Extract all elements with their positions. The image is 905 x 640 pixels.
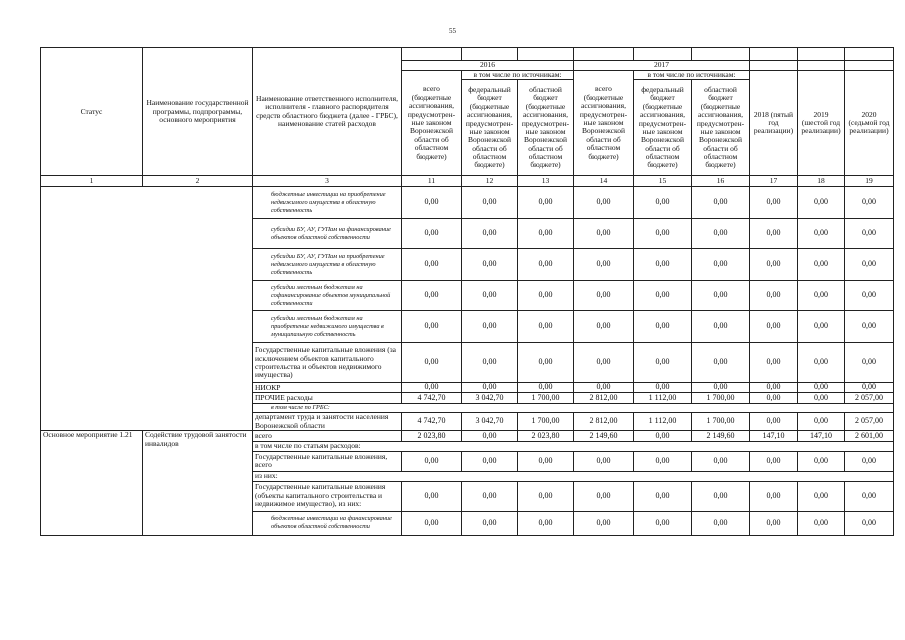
value-cell: 0,00 bbox=[518, 281, 574, 311]
value-cell: 3 042,70 bbox=[462, 413, 518, 431]
budget-table bbox=[40, 47, 894, 536]
value-cell: 2 149,60 bbox=[692, 431, 750, 442]
col-number: 12 bbox=[462, 176, 518, 187]
col-number: 2 bbox=[143, 176, 253, 187]
value-cell: 0,00 bbox=[634, 249, 692, 281]
row-label: в том числе по ГРБС: bbox=[253, 404, 894, 413]
value-cell: 1 700,00 bbox=[692, 413, 750, 431]
value-cell: 1 700,00 bbox=[518, 413, 574, 431]
row-label: ПРОЧИЕ расходы bbox=[253, 393, 402, 404]
value-cell: 0,00 bbox=[574, 511, 634, 535]
value-cell: 0,00 bbox=[574, 187, 634, 219]
row-label: субсидии местным бюджетам на приобретение недвижимого имущества в муниципальную собственность bbox=[253, 311, 402, 343]
measure-name: Содействие трудовой занятости инвалидов bbox=[143, 431, 253, 535]
value-cell: 0,00 bbox=[402, 383, 462, 393]
value-cell: 147,10 bbox=[750, 431, 798, 442]
value-cell: 2 023,80 bbox=[518, 431, 574, 442]
header-2019: 2019 (шестой год реализации) bbox=[798, 71, 845, 176]
col-number: 14 bbox=[574, 176, 634, 187]
table-row bbox=[41, 187, 894, 219]
value-cell: 0,00 bbox=[798, 219, 845, 249]
value-cell: 0,00 bbox=[518, 219, 574, 249]
row-label: бюджетные инвестиции на финансирование объектов областной собственности bbox=[253, 511, 402, 535]
value-cell: 0,00 bbox=[634, 383, 692, 393]
row-label: всего bbox=[253, 431, 402, 442]
col-number: 11 bbox=[402, 176, 462, 187]
row-label: Государственные капитальные вложения, всего bbox=[253, 451, 402, 471]
column-numbers-row bbox=[41, 176, 894, 187]
row-label: бюджетные инвестиции на приобретение недвижимого имущества в областную собственность bbox=[253, 187, 402, 219]
value-cell: 0,00 bbox=[634, 187, 692, 219]
value-cell: 0,00 bbox=[402, 511, 462, 535]
header-sources-2017: в том числе по источникам: bbox=[634, 71, 750, 80]
value-cell: 0,00 bbox=[518, 481, 574, 511]
value-cell: 0,00 bbox=[574, 481, 634, 511]
value-cell: 0,00 bbox=[634, 311, 692, 343]
value-cell: 0,00 bbox=[574, 383, 634, 393]
value-cell: 0,00 bbox=[518, 311, 574, 343]
value-cell: 0,00 bbox=[462, 281, 518, 311]
value-cell: 0,00 bbox=[574, 249, 634, 281]
value-cell: 0,00 bbox=[845, 451, 894, 471]
header-status: Статус bbox=[41, 48, 143, 176]
header-year-2016: 2016 bbox=[402, 61, 574, 71]
measure-status: Основное мероприятие 1.21 bbox=[41, 431, 143, 535]
value-cell: 2 057,00 bbox=[845, 413, 894, 431]
value-cell: 0,00 bbox=[845, 311, 894, 343]
value-cell: 0,00 bbox=[462, 511, 518, 535]
header-total-2017: всего (бюджетные ассигнования, предусмотрен-ные законом Воронежской области об областном бюджете) bbox=[574, 71, 634, 176]
value-cell: 0,00 bbox=[845, 219, 894, 249]
value-cell: 1 112,00 bbox=[634, 393, 692, 404]
value-cell: 0,00 bbox=[750, 413, 798, 431]
header-2020: 2020 (седьмой год реализации) bbox=[845, 71, 894, 176]
value-cell: 0,00 bbox=[518, 451, 574, 471]
value-cell: 0,00 bbox=[692, 451, 750, 471]
value-cell: 0,00 bbox=[574, 343, 634, 383]
header-federal-2016: федеральный бюджет (бюджетные ассигнования, предусмотрен-ные законом Воронежской области об областном бюджете) bbox=[462, 80, 518, 176]
value-cell: 0,00 bbox=[462, 343, 518, 383]
value-cell: 4 742,70 bbox=[402, 413, 462, 431]
value-cell: 0,00 bbox=[634, 481, 692, 511]
value-cell: 0,00 bbox=[402, 451, 462, 471]
value-cell: 0,00 bbox=[845, 343, 894, 383]
value-cell: 0,00 bbox=[798, 511, 845, 535]
value-cell: 0,00 bbox=[634, 219, 692, 249]
value-cell: 0,00 bbox=[402, 343, 462, 383]
header-regional-2016: областной бюджет (бюджетные ассигнования, предусмотрен-ные законом Воронежской области об областном бюджете) bbox=[518, 80, 574, 176]
row-label: в том числе по статьям расходов: bbox=[253, 442, 894, 451]
value-cell: 0,00 bbox=[750, 281, 798, 311]
value-cell: 0,00 bbox=[462, 431, 518, 442]
value-cell: 0,00 bbox=[692, 311, 750, 343]
header-sources-2016: в том числе по источникам: bbox=[462, 71, 574, 80]
value-cell: 0,00 bbox=[462, 311, 518, 343]
value-cell: 0,00 bbox=[750, 511, 798, 535]
value-cell: 2 812,00 bbox=[574, 393, 634, 404]
value-cell: 0,00 bbox=[402, 249, 462, 281]
value-cell: 0,00 bbox=[798, 281, 845, 311]
value-cell: 0,00 bbox=[462, 481, 518, 511]
value-cell: 2 149,60 bbox=[574, 431, 634, 442]
value-cell: 0,00 bbox=[845, 511, 894, 535]
header-executor: Наименование ответственного исполнителя, исполнителя - главного распорядителя средств областного бюджета (далее - ГРБС), наименование статей расходов bbox=[253, 48, 402, 176]
value-cell: 0,00 bbox=[750, 311, 798, 343]
value-cell: 2 057,00 bbox=[845, 393, 894, 404]
col-number: 19 bbox=[845, 176, 894, 187]
value-cell: 0,00 bbox=[462, 383, 518, 393]
value-cell: 0,00 bbox=[798, 249, 845, 281]
value-cell: 0,00 bbox=[798, 481, 845, 511]
value-cell: 0,00 bbox=[692, 511, 750, 535]
value-cell: 0,00 bbox=[634, 511, 692, 535]
row-label: субсидии местным бюджетам на софинансирование объектов муниципальной собственности bbox=[253, 281, 402, 311]
value-cell: 0,00 bbox=[402, 187, 462, 219]
value-cell: 1 700,00 bbox=[518, 393, 574, 404]
col-number: 3 bbox=[253, 176, 402, 187]
value-cell: 0,00 bbox=[574, 219, 634, 249]
value-cell: 2 812,00 bbox=[574, 413, 634, 431]
value-cell: 0,00 bbox=[750, 219, 798, 249]
value-cell: 0,00 bbox=[750, 187, 798, 219]
value-cell: 0,00 bbox=[402, 281, 462, 311]
value-cell: 0,00 bbox=[462, 451, 518, 471]
value-cell: 0,00 bbox=[798, 187, 845, 219]
row-label: Государственные капитальные вложения (за исключением объектов капитального строительства и объектов недвижимого имущества) bbox=[253, 343, 402, 383]
row-label: департамент труда и занятости населения Воронежской области bbox=[253, 413, 402, 431]
value-cell: 0,00 bbox=[402, 219, 462, 249]
value-cell: 0,00 bbox=[462, 219, 518, 249]
row-label: из них: bbox=[253, 471, 894, 481]
value-cell: 0,00 bbox=[402, 481, 462, 511]
col-number: 1 bbox=[41, 176, 143, 187]
value-cell: 0,00 bbox=[845, 383, 894, 393]
value-cell: 0,00 bbox=[750, 249, 798, 281]
value-cell: 0,00 bbox=[634, 281, 692, 311]
value-cell: 0,00 bbox=[798, 413, 845, 431]
blank-cell bbox=[41, 187, 253, 431]
value-cell: 0,00 bbox=[692, 481, 750, 511]
col-number: 18 bbox=[798, 176, 845, 187]
col-number: 17 bbox=[750, 176, 798, 187]
row-label: НИОКР bbox=[253, 383, 402, 393]
value-cell: 0,00 bbox=[574, 451, 634, 471]
value-cell: 0,00 bbox=[845, 481, 894, 511]
value-cell: 0,00 bbox=[692, 343, 750, 383]
value-cell: 0,00 bbox=[462, 249, 518, 281]
header-regional-2017: областной бюджет (бюджетные ассигнования, предусмотрен-ные законом Воронежской области об областном бюджете) bbox=[692, 80, 750, 176]
value-cell: 0,00 bbox=[845, 281, 894, 311]
value-cell: 0,00 bbox=[518, 383, 574, 393]
value-cell: 0,00 bbox=[845, 249, 894, 281]
value-cell: 0,00 bbox=[750, 343, 798, 383]
value-cell: 1 700,00 bbox=[692, 393, 750, 404]
value-cell: 0,00 bbox=[692, 281, 750, 311]
header-2018: 2018 (пятый год реализации) bbox=[750, 71, 798, 176]
header-total-2016: всего (бюджетные ассигнования, предусмотрен-ные законом Воронежской области об областном бюджете) bbox=[402, 71, 462, 176]
value-cell: 0,00 bbox=[750, 481, 798, 511]
value-cell: 0,00 bbox=[798, 451, 845, 471]
value-cell: 0,00 bbox=[634, 431, 692, 442]
value-cell: 0,00 bbox=[692, 249, 750, 281]
value-cell: 0,00 bbox=[692, 383, 750, 393]
value-cell: 1 112,00 bbox=[634, 413, 692, 431]
value-cell: 4 742,70 bbox=[402, 393, 462, 404]
value-cell: 0,00 bbox=[692, 187, 750, 219]
value-cell: 0,00 bbox=[574, 311, 634, 343]
header-program-name: Наименование государственной программы, подпрограммы, основного мероприятия bbox=[143, 48, 253, 176]
value-cell: 0,00 bbox=[518, 187, 574, 219]
value-cell: 0,00 bbox=[798, 343, 845, 383]
value-cell: 0,00 bbox=[798, 393, 845, 404]
value-cell: 0,00 bbox=[692, 219, 750, 249]
header-year-2017: 2017 bbox=[574, 61, 750, 71]
value-cell: 2 023,80 bbox=[402, 431, 462, 442]
table-row bbox=[41, 431, 894, 442]
page-number: 55 bbox=[449, 27, 456, 35]
value-cell: 0,00 bbox=[750, 451, 798, 471]
value-cell: 0,00 bbox=[518, 249, 574, 281]
col-number: 16 bbox=[692, 176, 750, 187]
value-cell: 0,00 bbox=[798, 311, 845, 343]
value-cell: 2 601,00 bbox=[845, 431, 894, 442]
value-cell: 3 042,70 bbox=[462, 393, 518, 404]
value-cell: 0,00 bbox=[574, 281, 634, 311]
value-cell: 0,00 bbox=[798, 383, 845, 393]
row-label: Государственные капитальные вложения (объекты капитального строительства и недвижимое имущество), из них: bbox=[253, 481, 402, 511]
value-cell: 0,00 bbox=[518, 511, 574, 535]
header-federal-2017: федеральный бюджет (бюджетные ассигнования, предусмотрен-ные законом Воронежской области об областном бюджете) bbox=[634, 80, 692, 176]
row-label: субсидии БУ, АУ, ГУПам на приобретение недвижимого имущества в областную собственность bbox=[253, 249, 402, 281]
value-cell: 0,00 bbox=[750, 393, 798, 404]
value-cell: 0,00 bbox=[634, 343, 692, 383]
col-number: 15 bbox=[634, 176, 692, 187]
value-cell: 0,00 bbox=[518, 343, 574, 383]
row-label: субсидии БУ, АУ, ГУПам на финансирование объектов областной собственности bbox=[253, 219, 402, 249]
value-cell: 0,00 bbox=[634, 451, 692, 471]
value-cell: 0,00 bbox=[402, 311, 462, 343]
value-cell: 0,00 bbox=[462, 187, 518, 219]
value-cell: 0,00 bbox=[750, 383, 798, 393]
col-number: 13 bbox=[518, 176, 574, 187]
value-cell: 0,00 bbox=[845, 187, 894, 219]
value-cell: 147,10 bbox=[798, 431, 845, 442]
